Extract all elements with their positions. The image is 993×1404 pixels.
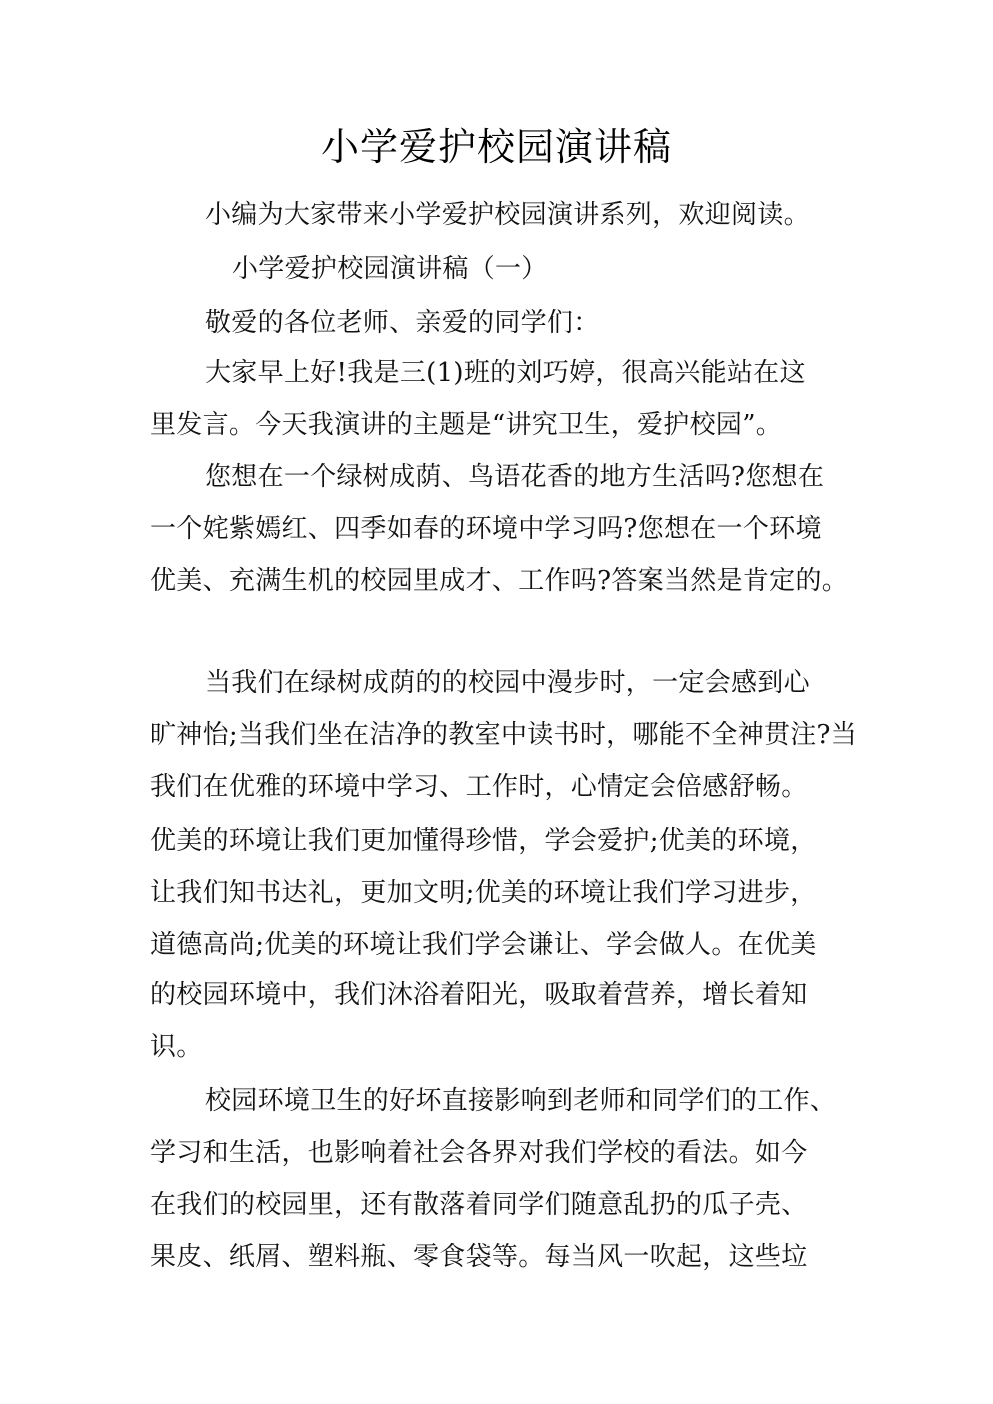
document-title: 小学爱护校园演讲稿 xyxy=(320,125,672,169)
paragraph-line: 优美、充满生机的校园里成才、工作吗?答案当然是肯定的。 xyxy=(150,566,849,596)
paragraph-line: 敬爱的各位老师、亲爱的同学们： xyxy=(205,308,600,338)
paragraph-line: 您想在一个绿树成荫、鸟语花香的地方生活吗?您想在 xyxy=(205,462,825,492)
paragraph-line: 一个姹紫嫣红、四季如春的环境中学习吗?您想在一个环境 xyxy=(150,514,822,544)
paragraph-line: 的校园环境中，我们沐浴着阳光，吸取着营养，增长着知 xyxy=(150,980,808,1010)
paragraph-line: 识。 xyxy=(150,1032,203,1062)
paragraph-line: 当我们在绿树成荫的的校园中漫步时，一定会感到心 xyxy=(205,668,810,698)
paragraph-line: 小编为大家带来小学爱护校园演讲系列，欢迎阅读。 xyxy=(205,200,810,230)
paragraph-line: 我们在优雅的环境中学习、工作时，心情定会倍感舒畅。 xyxy=(150,772,808,802)
paragraph-line: 校园环境卫生的好坏直接影响到老师和同学们的工作、 xyxy=(205,1086,837,1116)
paragraph-line: 在我们的校园里，还有散落着同学们随意乱扔的瓜子壳、 xyxy=(150,1190,808,1220)
paragraph-line: 旷神怡;当我们坐在洁净的教室中读书时，哪能不全神贯注?当 xyxy=(150,720,858,750)
paragraph-line: 里发言。今天我演讲的主题是“讲究卫生，爱护校园”。 xyxy=(150,410,783,440)
paragraph-line: 道德高尚;优美的环境让我们学会谦让、学会做人。在优美 xyxy=(150,930,817,960)
paragraph-line: 让我们知书达礼，更加文明;优美的环境让我们学习进步， xyxy=(150,878,817,908)
paragraph-line: 学习和生活，也影响着社会各界对我们学校的看法。如今 xyxy=(150,1138,808,1168)
paragraph-line: 大家早上好!我是三(1)班的刘巧婷，很高兴能站在这 xyxy=(205,358,806,388)
paragraph-line: 优美的环境让我们更加懂得珍惜，学会爱护;优美的环境， xyxy=(150,826,817,856)
paragraph-line: 果皮、纸屑、塑料瓶、零食袋等。每当风一吹起，这些垃 xyxy=(150,1242,808,1272)
paragraph-line: 小学爱护校园演讲稿（一） xyxy=(232,254,548,284)
